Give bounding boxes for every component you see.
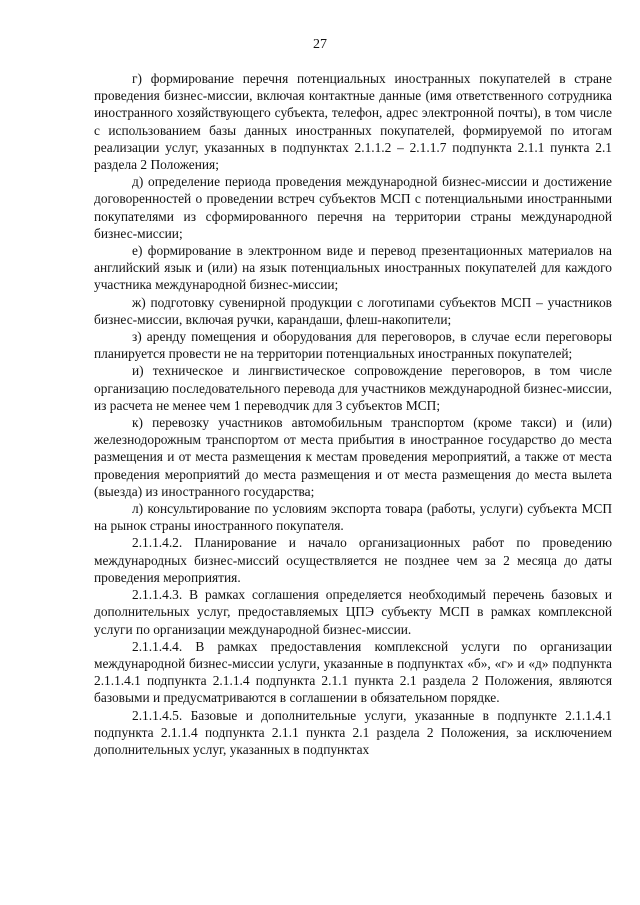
paragraph-item-zh: ж) подготовку сувенирной продукции с логотипами субъектов МСП – участников бизнес-миссии, включая ручки, карандаши, флеш-накопители;	[94, 294, 612, 327]
paragraph-item-g: г) формирование перечня потенциальных иностранных покупателей в стране проведения бизнес-миссии, включая контактные данные (имя ответственного сотрудника иностранного хозяйствующего субъекта, телефон, адрес электронной почты), в том числе с использованием базы данных иностранных покупателей, формируемой по итогам реализации услуг, указанных в подпунктах 2.1.1.2 – 2.1.1.7 подпункта 2.1.1 пункта 2.1 раздела 2 Положения;	[94, 71, 612, 173]
paragraph-item-i: и) техническое и лингвистическое сопровождение переговоров, в том числе организацию последовательного перевода для участников международной бизнес-миссии, из расчета не менее чем 1 переводчик для 3 субъектов МСП;	[94, 363, 612, 413]
paragraph-item-k: к) перевозку участников автомобильным транспортом (кроме такси) и (или) железнодорожным транспортом от места прибытия в иностранное государство до места размещения и от места размещения к местам проведения мероприятий, а также от места проведения мероприятий до места размещения и от места размещения до места вылета (выезда) из иностранного государства;	[94, 415, 612, 499]
paragraph-item-e: е) формирование в электронном виде и перевод презентационных материалов на английский язык и (или) на язык потенциальных иностранных покупателей для каждого участника международной бизнес-миссии;	[94, 243, 612, 293]
document-body	[94, 70, 612, 758]
paragraph-2-1-1-4-2: 2.1.1.4.2. Планирование и начало организационных работ по проведению международных бизнес-миссий осуществляется не позднее чем за 2 месяца до даты проведения мероприятия.	[94, 535, 612, 585]
paragraph-2-1-1-4-3: 2.1.1.4.3. В рамках соглашения определяется необходимый перечень базовых и дополнительных услуг, предоставляемых ЦПЭ субъекту МСП в рамках комплексной услуги по организации международной бизнес-миссии.	[94, 587, 612, 637]
paragraph-2-1-1-4-5: 2.1.1.4.5. Базовые и дополнительные услуги, указанные в подпункте 2.1.1.4.1 подпункта 2.1.1.4 подпункта 2.1.1 пункта 2.1 раздела 2 Положения, за исключением дополнительных услуг, указанных в подпунктах	[94, 707, 612, 757]
paragraph-item-d: д) определение периода проведения международной бизнес-миссии и достижение договоренностей о проведении встреч субъектов МСП с потенциальными иностранными покупателями из сформированного перечня на территории страны международной бизнес-миссии;	[94, 174, 612, 241]
paragraph-2-1-1-4-4: 2.1.1.4.4. В рамках предоставления комплексной услуги по организации международной бизнес-миссии услуги, указанные в подпунктах «б», «г» и «д» подпункта 2.1.1.4.1 подпункта 2.1.1.4 подпункта 2.1.1 пункта 2.1 раздела 2 Положения, являются базовыми и предусматриваются в соглашении в обязательном порядке.	[94, 638, 612, 706]
page-number: 27	[313, 37, 327, 52]
paragraph-item-l: л) консультирование по условиям экспорта товара (работы, услуги) субъекта МСП на рынок страны иностранного покупателя.	[94, 501, 612, 534]
paragraph-item-z: з) аренду помещения и оборудования для переговоров, в случае если переговоры планируется провести не на территории потенциальных иностранных покупателей;	[94, 329, 612, 362]
